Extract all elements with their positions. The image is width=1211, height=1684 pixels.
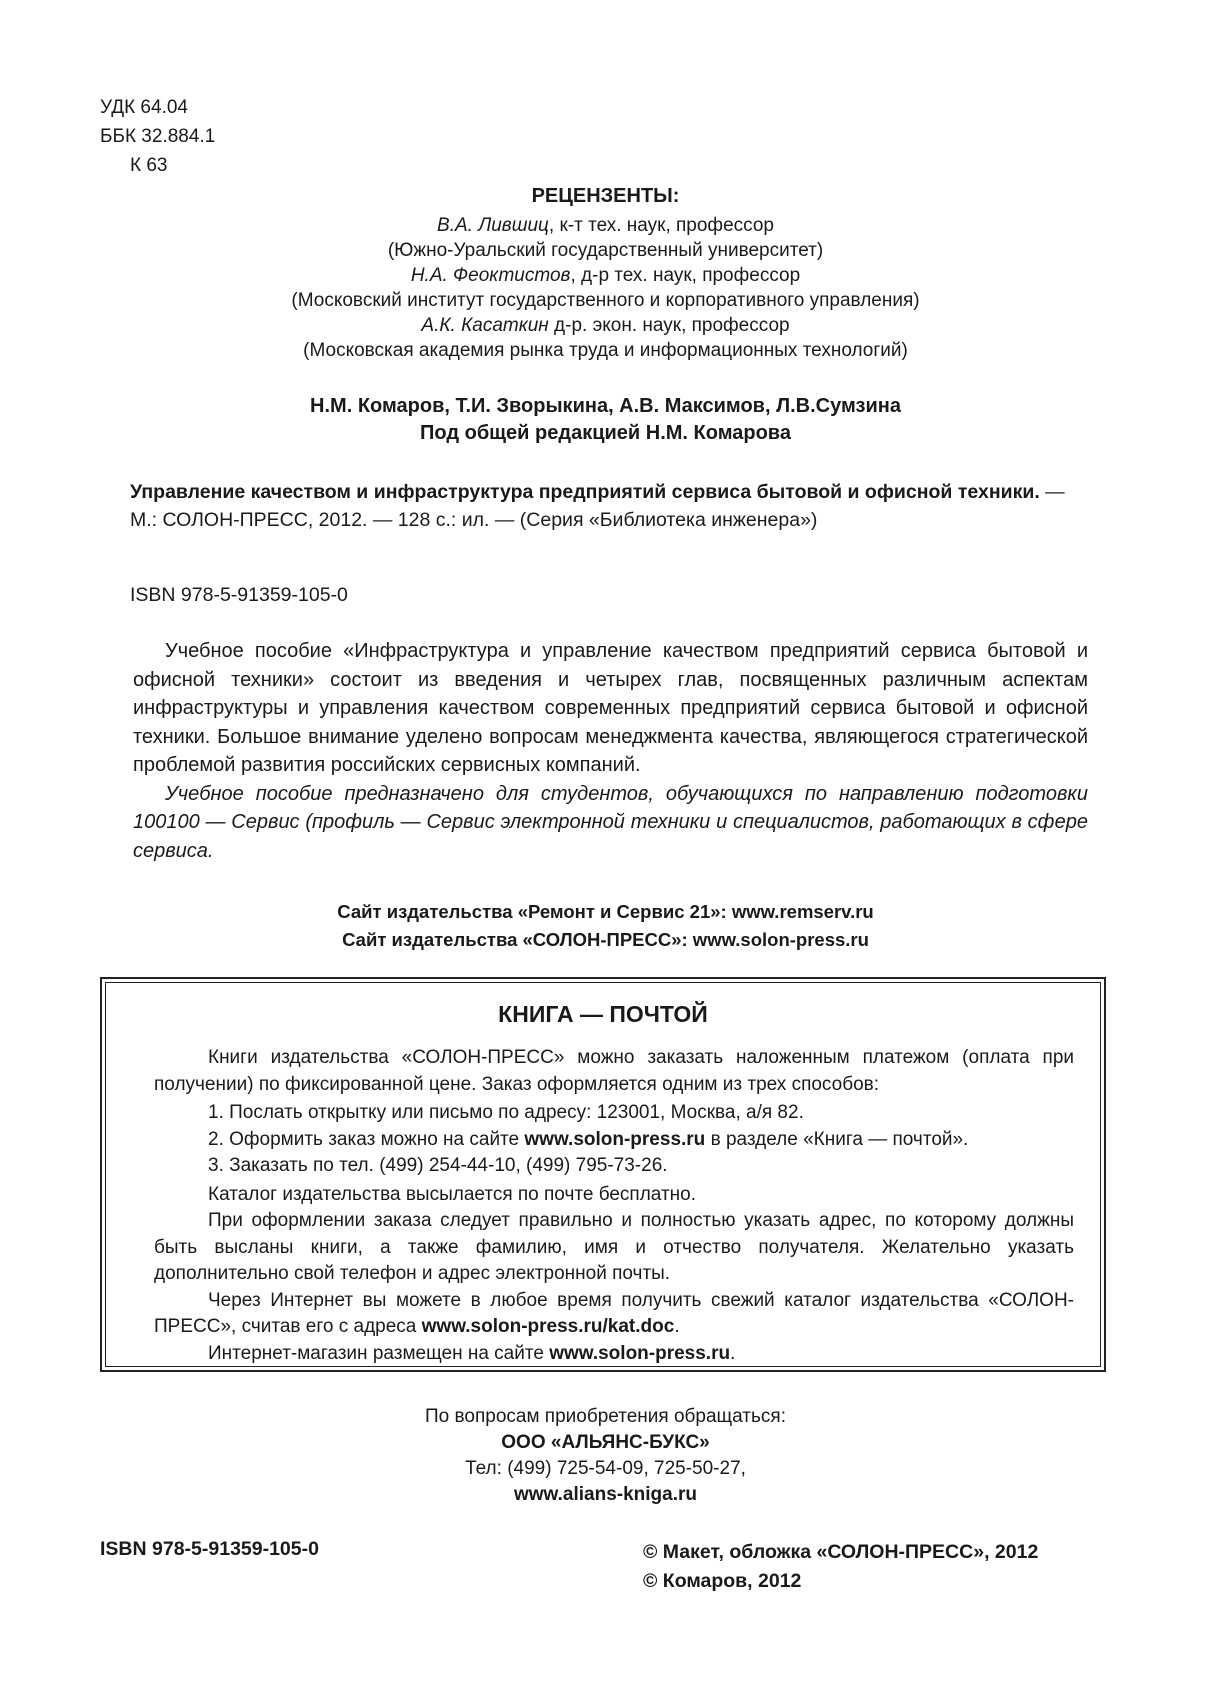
- mail-order-box: [100, 977, 1106, 1372]
- catalog-link[interactable]: www.solon-press.ru/kat.doc: [421, 1316, 675, 1337]
- reviewer-title: , д-р тех. наук, профессор: [570, 265, 801, 286]
- solon-press-link[interactable]: www.solon-press.ru: [524, 1128, 706, 1150]
- publisher-sites: [0, 898, 1211, 954]
- reviewers-heading: РЕЦЕНЗЕНТЫ:: [531, 185, 680, 207]
- contact-site-link[interactable]: www.alians-kniga.ru: [513, 1484, 697, 1505]
- authors-block: [0, 393, 1211, 447]
- bbk-code: ББК 32.884.1: [100, 126, 216, 147]
- reviewer-1: [0, 213, 1211, 238]
- note-text: Интернет-магазин размещен на сайте: [208, 1342, 550, 1364]
- copyright-layout: © Макет, обложка «СОЛОН-ПРЕСС», 2012: [643, 1541, 1039, 1563]
- copyright-author: © Комаров, 2012: [643, 1570, 802, 1592]
- option-text: 2. Оформить заказ можно на сайте: [208, 1128, 525, 1150]
- reviewer-title: , к-т тех. наук, профессор: [548, 215, 774, 236]
- option-text: в разделе «Книга — почтой».: [705, 1128, 969, 1150]
- reviewer-2-org: (Московский институт государственного и корпоративного управления): [291, 290, 920, 311]
- site-remserv: Сайт издательства «Ремонт и Сервис 21»: www.remserv.ru: [337, 901, 874, 922]
- internet-catalog-note: [154, 1288, 1074, 1341]
- udk-code: УДК 64.04: [100, 97, 188, 118]
- book-imprint: — М.: СОЛОН-ПРЕСС, 2012. — 128 с.: ил. — (Серия «Библиотека инженера»): [130, 481, 1065, 531]
- purchase-contact: [0, 1404, 1211, 1508]
- order-option-1: 1. Послать открытку или письмо по адресу: 123001, Москва, а/я 82.: [208, 1102, 804, 1123]
- mail-order-title: КНИГА — ПОЧТОЙ: [498, 1001, 708, 1027]
- online-shop-note: [154, 1341, 1074, 1368]
- footer-isbn: ISBN 978-5-91359-105-0: [100, 1538, 319, 1560]
- mail-order-intro: Книги издательства «СОЛОН-ПРЕСС» можно заказать наложенным платежом (оплата при получении) по фиксированной цене. Заказ оформляется одним из трех способов:: [154, 1047, 1074, 1095]
- reviewer-3-org: (Московская академия рынка труда и информационных технологий): [303, 340, 908, 361]
- author-names: Н.М. Комаров, Т.И. Зворыкина, А.В. Максимов, Л.В.Сумзина: [310, 395, 901, 417]
- contact-intro: По вопросам приобретения обращаться:: [425, 1406, 786, 1427]
- note-text: Через Интернет вы можете в любое время получить свежий каталог издательства «СОЛОН-ПРЕСС», считав его с адреса: [154, 1289, 1074, 1337]
- isbn-line: ISBN 978-5-91359-105-0: [130, 584, 348, 606]
- book-title: Управление качеством и инфраструктура предприятий сервиса бытовой и офисной техники.: [130, 481, 1040, 503]
- note-text: .: [730, 1342, 736, 1364]
- mail-order-body: [154, 1045, 1074, 1367]
- author-mark: К 63: [130, 155, 168, 176]
- editor-line: Под общей редакцией Н.М. Комарова: [420, 422, 791, 444]
- reviewer-1-org: (Южно-Уральский государственный университет): [387, 240, 824, 261]
- note-text: .: [674, 1316, 680, 1337]
- order-instructions: При оформлении заказа следует правильно и полностью указать адрес, по которому должны быть высланы книги, а также фамилию, имя и отчество получателя. Желательно указать дополнительно свой телефон и адрес электронной почты.: [154, 1210, 1074, 1284]
- reviewer-title: д-р. экон. наук, профессор: [548, 315, 790, 336]
- annotation-paragraph: Учебное пособие «Инфраструктура и управление качеством предприятий сервиса бытовой и офисной техники» состоит из введения и четырех глав, посвященных различным аспектам инфраструктуры и управления качеством современных предприятий сервиса бытовой и офисной техники. Большое внимание уделено вопросам менеджмента качества, являющегося стратегической проблемой развития российских сервисных компаний.: [133, 640, 1088, 776]
- reviewer-2: [0, 263, 1211, 288]
- contact-company: ООО «АЛЬЯНС-БУКС»: [501, 1432, 710, 1453]
- shop-link[interactable]: www.solon-press.ru: [549, 1342, 731, 1364]
- site-solon: Сайт издательства «СОЛОН-ПРЕСС»: www.solon-press.ru: [342, 929, 869, 950]
- annotation: [133, 637, 1088, 865]
- copyright-block: [643, 1538, 1038, 1596]
- reviewers-block: [0, 184, 1211, 363]
- reviewer-name: Н.А. Феоктистов: [410, 265, 571, 286]
- annotation-audience: Учебное пособие предназначено для студентов, обучающихся по направлению подготовки 100100 — Сервис (профиль — Сервис электронной техники и специалистов, работающих в сфере сервиса.: [133, 782, 1088, 862]
- contact-phone: Тел: (499) 725-54-09, 725-50-27,: [465, 1458, 746, 1479]
- catalog-note: Каталог издательства высылается по почте бесплатно.: [208, 1183, 696, 1205]
- reviewer-name: В.А. Лившиц: [437, 215, 549, 236]
- classification-codes: [100, 93, 215, 180]
- order-option-2: [208, 1127, 1074, 1154]
- order-option-3: 3. Заказать по тел. (499) 254-44-10, (499) 795-73-26.: [208, 1155, 668, 1176]
- reviewer-name: А.К. Касаткин: [421, 315, 549, 336]
- order-options: [154, 1100, 1074, 1180]
- reviewer-3: [0, 313, 1211, 338]
- bibliographic-entry: [130, 478, 1090, 534]
